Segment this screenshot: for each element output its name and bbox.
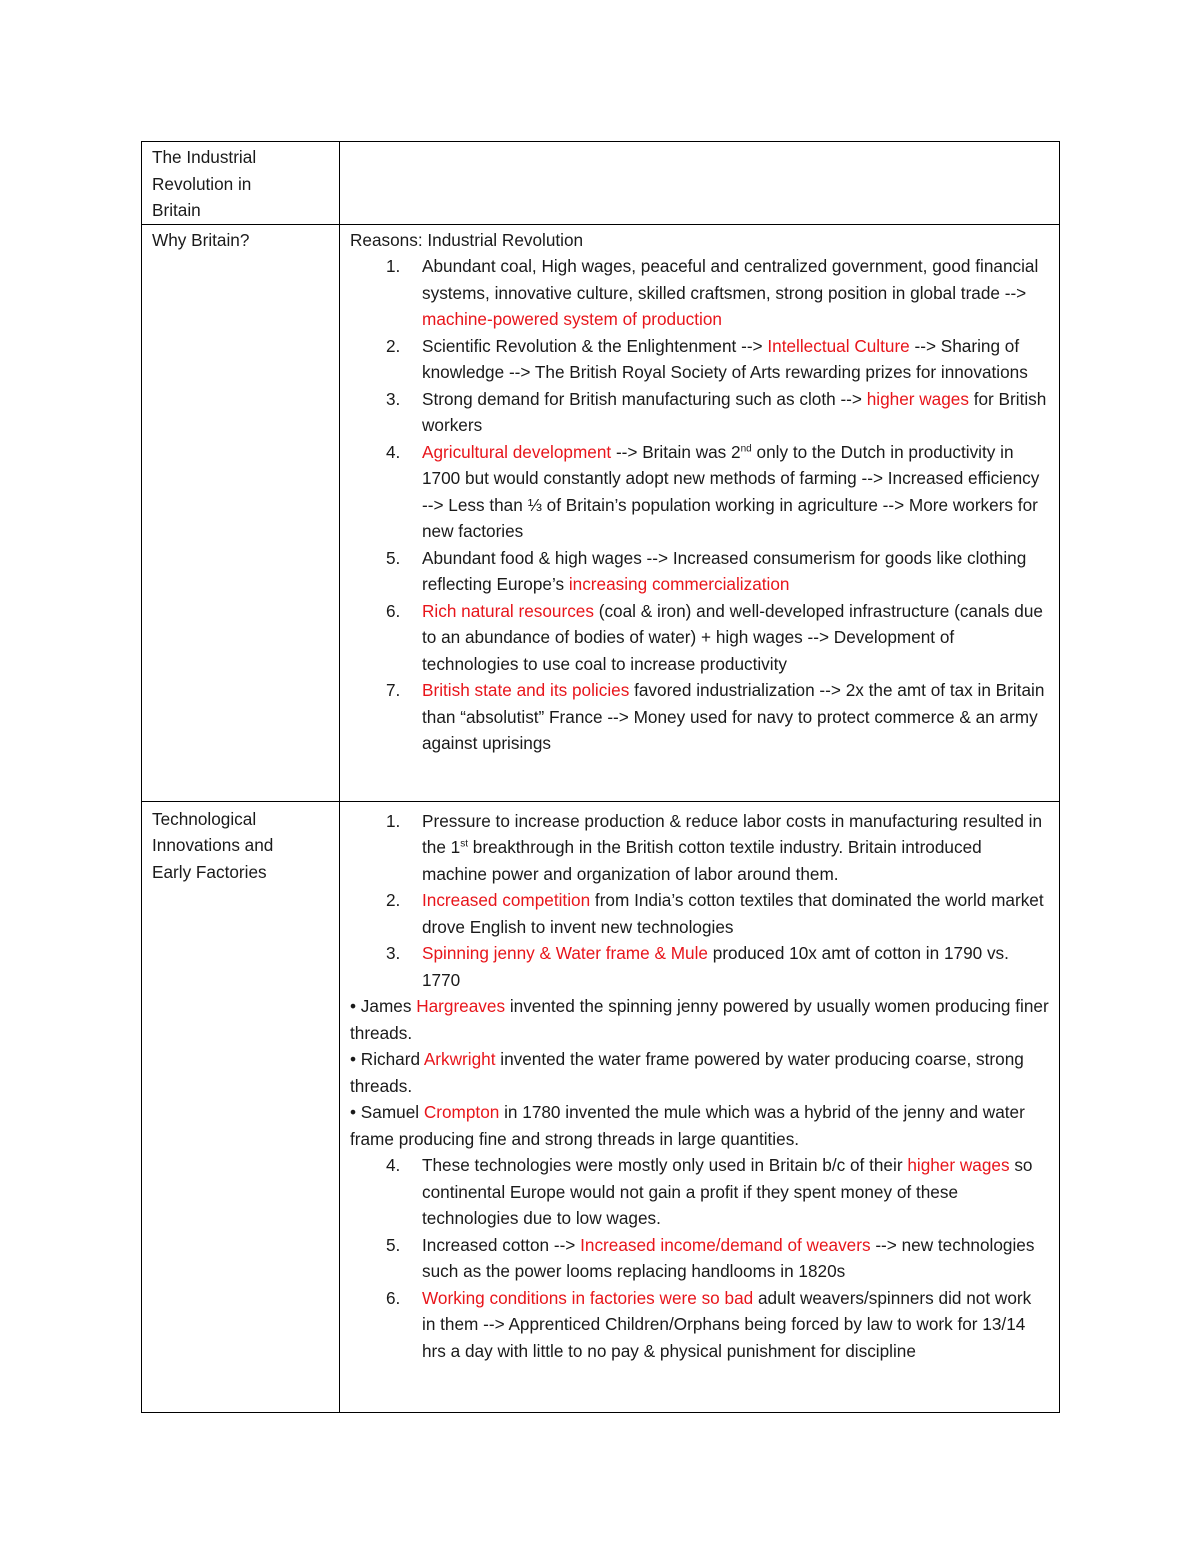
list-item-text: [422, 256, 1038, 329]
list-number: 1.: [386, 256, 401, 276]
highlighted-text: Hargreaves: [416, 996, 506, 1016]
tech-label-line: Early Factories: [152, 861, 267, 882]
list-number: 2.: [386, 335, 401, 356]
bullet-item: [350, 993, 1049, 1046]
title-line: Britain: [152, 200, 201, 220]
text-segment: invented the water frame powered by water producing coarse, strong threads.: [350, 1049, 1024, 1096]
tech-content-cell: [340, 801, 1060, 1412]
list-item: [350, 887, 1049, 940]
text-segment: --> Sharing of knowledge --> The British Royal Society of Arts rewarding prizes for innovations: [422, 335, 1028, 382]
list-number: 2.: [386, 890, 401, 910]
text-segment: Strong demand for British manufacturing such as cloth -->: [422, 388, 867, 409]
text-segment: adult weavers/spinners did not work in them --> Apprenticed Children/Orphans being forced by law to work for 13/14 hrs a day with little to no pay & physical punishment for discipline: [422, 1287, 1032, 1361]
superscript: st: [460, 838, 469, 850]
tech-label: [152, 806, 329, 886]
highlighted-text: Agricultural development: [422, 441, 612, 462]
list-item-text: [422, 1235, 1034, 1282]
reasons-list: [350, 253, 1049, 757]
highlighted-text: Increased competition: [422, 890, 591, 910]
text-segment: from India’s cotton textiles that dominated the world market drove English to invent new technologies: [422, 890, 1044, 937]
bullet-item: [350, 1099, 1049, 1152]
highlighted-text: higher wages: [866, 388, 969, 409]
title-line: The Industrial: [152, 147, 257, 167]
list-item: [350, 545, 1049, 598]
list-item: [350, 808, 1049, 888]
highlighted-text: British state and its policies: [422, 680, 630, 700]
text-segment: produced 10x amt of cotton in 1790 vs. 1770: [422, 943, 1009, 990]
text-segment: for British workers: [422, 388, 1047, 435]
list-item-text: [422, 943, 1009, 990]
tech-list-second: [350, 1152, 1049, 1364]
text-segment: breakthrough in the British cotton textile industry. Britain introduced machine power and organization of labor around them.: [422, 837, 982, 884]
bullet-item: [350, 1046, 1049, 1099]
list-item-text: [422, 1155, 1033, 1228]
list-number: 7.: [386, 680, 401, 700]
list-item-text: [422, 811, 1042, 884]
list-item: [350, 1285, 1049, 1365]
title-line: Revolution in: [152, 173, 252, 194]
tech-label-line: Innovations and: [152, 835, 274, 855]
tech-list-first: [350, 808, 1049, 994]
text-segment: Abundant coal, High wages, peaceful and centralized government, good financial systems, innovative culture, skilled craftsmen, strong position in global trade -->: [422, 256, 1039, 303]
superscript: nd: [740, 442, 752, 454]
why-content-cell: [340, 224, 1060, 801]
text-segment: These technologies were mostly only used in Britain b/c of their: [422, 1155, 908, 1175]
list-item: [350, 677, 1049, 757]
list-item: [350, 1152, 1049, 1232]
list-number: 5.: [386, 547, 401, 568]
tech-label-line: Technological: [152, 808, 257, 829]
list-item-text: [422, 890, 1044, 937]
list-item: [350, 386, 1049, 439]
list-item-text: [422, 1288, 1031, 1361]
list-item-text: [422, 442, 1039, 542]
highlighted-text: Increased income/demand of weavers: [580, 1234, 871, 1255]
list-item-text: [422, 601, 1043, 674]
text-segment: Pressure to increase production & reduce labor costs in manufacturing resulted in the 1: [422, 810, 1043, 857]
list-number: 4.: [386, 441, 401, 462]
text-segment: only to the Dutch in productivity in 1700 but would constantly adopt new methods of farming --> Increased efficiency --> Less than ⅓ of Britain’s population working in agriculture --> More workers for new factories: [422, 441, 1040, 541]
text-segment: (coal & iron) and well-developed infrastructure (canals due to an abundance of bodies of water) + high wages --> Development of technologies to use coal to increase productivity: [422, 600, 1043, 674]
text-segment: --> new technologies such as the power looms replacing handlooms in 1820s: [422, 1234, 1035, 1281]
highlighted-text: Working conditions in factories were so bad: [422, 1287, 754, 1308]
list-number: 3.: [386, 943, 401, 963]
list-item: [350, 598, 1049, 678]
highlighted-text: higher wages: [907, 1155, 1010, 1175]
why-label-cell: [142, 224, 340, 801]
list-item: [350, 333, 1049, 386]
list-number: 6.: [386, 1287, 401, 1308]
highlighted-text: Spinning jenny & Water frame & Mule: [422, 943, 708, 963]
highlighted-text: increasing commercialization: [568, 574, 790, 594]
title-label-cell: [142, 142, 340, 225]
highlighted-text: Intellectual Culture: [767, 335, 910, 356]
list-item-text: [422, 389, 1046, 436]
text-segment: in 1780 invented the mule which was a hybrid of the jenny and water frame producing fine and strong threads in large quantities.: [350, 1102, 1025, 1149]
list-number: 1.: [386, 810, 401, 831]
highlighted-text: Arkwright: [423, 1049, 496, 1069]
list-number: 3.: [386, 388, 401, 409]
text-segment: • James: [350, 996, 417, 1016]
why-britain-label: Why Britain?: [152, 229, 250, 250]
tech-label-cell: [142, 801, 340, 1412]
list-item: [350, 940, 1049, 993]
text-segment: Abundant food & high wages --> Increased consumerism for goods like clothing reflecting Europe’s: [422, 547, 1027, 594]
list-number: 5.: [386, 1234, 401, 1255]
text-segment: Increased cotton -->: [422, 1234, 581, 1255]
text-segment: invented the spinning jenny powered by usually women producing finer threads.: [350, 996, 1049, 1043]
list-item-text: [422, 336, 1028, 383]
text-segment: --> Britain was 2: [611, 441, 741, 462]
text-segment: so continental Europe would not gain a profit if they spent money of these technologies due to low wages.: [422, 1155, 1033, 1228]
list-number: 6.: [386, 600, 401, 621]
list-item: [350, 253, 1049, 333]
highlighted-text: Crompton: [423, 1102, 500, 1122]
text-segment: favored industrialization --> 2x the amt of tax in Britain than “absolutist” France --> Money used for navy to protect commerce & an army against uprisings: [422, 680, 1045, 753]
title-label: [152, 144, 329, 224]
text-segment: Scientific Revolution & the Enlightenment -->: [422, 335, 768, 356]
list-item-text: [422, 548, 1026, 595]
list-item-text: [422, 680, 1044, 753]
notes-table: [141, 141, 1060, 1413]
list-number: 4.: [386, 1155, 401, 1175]
reasons-heading: Reasons: Industrial Revolution: [350, 229, 584, 250]
title-content-cell: [340, 142, 1060, 225]
table-row-why-britain: [142, 224, 1060, 801]
text-segment: • Richard: [350, 1049, 424, 1069]
table-row-tech-innovations: [142, 801, 1060, 1412]
list-item: [350, 439, 1049, 545]
highlighted-text: Rich natural resources: [422, 600, 594, 621]
table-row-title: [142, 142, 1060, 225]
list-item: [350, 1232, 1049, 1285]
inventor-bullets: [350, 993, 1049, 1152]
highlighted-text: machine-powered system of production: [422, 309, 722, 329]
text-segment: • Samuel: [350, 1102, 424, 1122]
